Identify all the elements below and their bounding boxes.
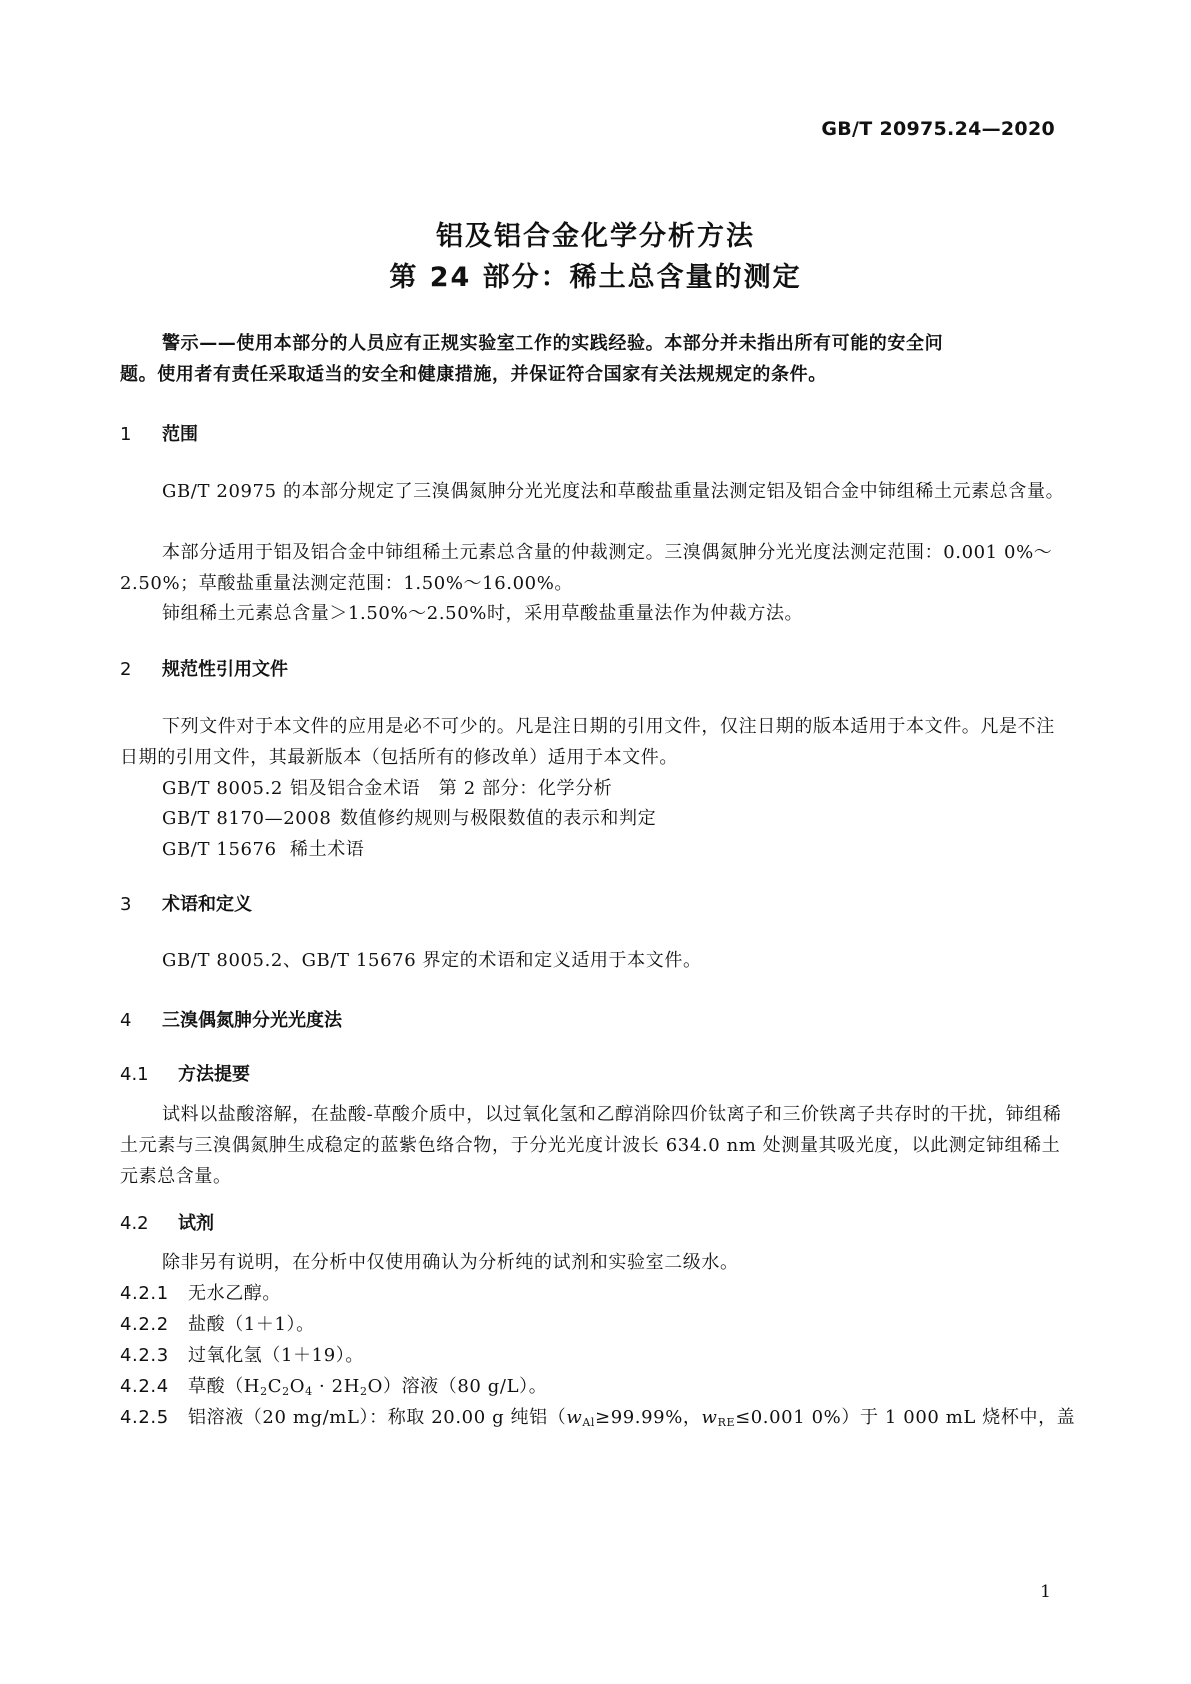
paragraph: 除非另有说明，在分析中仅使用确认为分析纯的试剂和实验室二级水。 <box>162 1252 739 1273</box>
section-4-2-heading <box>120 1209 214 1235</box>
paragraph: GB/T 8005.2、GB/T 15676 界定的术语和定义适用于本文件。 <box>162 950 702 971</box>
section-4-heading <box>120 1006 342 1032</box>
section-number: 3 <box>120 894 132 915</box>
reference-code: GB/T 8005.2 <box>162 778 283 799</box>
section-1-heading <box>120 420 198 446</box>
section-3-heading <box>120 890 252 916</box>
standard-number: GB/T 20975.24—2020 <box>821 118 1055 140</box>
section-title: 规范性引用文件 <box>162 659 288 680</box>
section-number: 4.1 <box>120 1064 149 1085</box>
section-title: 试剂 <box>178 1213 214 1234</box>
section-number: 2 <box>120 659 132 680</box>
item-number: 4.2.5 <box>120 1407 169 1428</box>
paragraph: 铈组稀土元素总含量＞1.50%～2.50%时，采用草酸盐重量法作为仲裁方法。 <box>162 603 804 624</box>
paragraph: 试料以盐酸溶解，在盐酸-草酸介质中，以过氧化氢和乙醇消除四价钛离子和三价铁离子共存时的干扰，铈组稀土元素与三溴偶氮胂生成稳定的蓝紫色络合物，于分光光度计波长 634.0 nm 处测量其吸光度，以此测定铈组稀土元素总含量。 <box>120 1104 1062 1187</box>
paragraph: 本部分适用于铝及铝合金中铈组稀土元素总含量的仲裁测定。三溴偶氮胂分光光度法测定范围：0.001 0%～2.50%；草酸盐重量法测定范围：1.50%～16.00%。 <box>120 542 1053 594</box>
section-title: 三溴偶氮胂分光光度法 <box>162 1010 342 1031</box>
warning-line2: 题。使用者有责任采取适当的安全和健康措施，并保证符合国家有关法规规定的条件。 <box>120 364 827 385</box>
item-number: 4.2.4 <box>120 1376 169 1397</box>
item-number: 4.2.2 <box>120 1314 169 1335</box>
reagent-item <box>120 1278 1080 1309</box>
reference-title: 铝及铝合金术语 第 2 部分：化学分析 <box>290 778 613 799</box>
section-2-heading <box>120 655 288 681</box>
item-text: 无水乙醇。 <box>188 1283 281 1304</box>
section-title: 术语和定义 <box>162 894 252 915</box>
reference-title: 数值修约规则与极限数值的表示和判定 <box>340 808 657 829</box>
section-number: 4 <box>120 1010 132 1031</box>
document-title-line1: 铝及铝合金化学分析方法 <box>436 221 755 252</box>
reference-title: 稀土术语 <box>290 839 365 860</box>
item-number: 4.2.3 <box>120 1345 169 1366</box>
reagent-item <box>120 1340 1080 1371</box>
paragraph: GB/T 20975 的本部分规定了三溴偶氮胂分光光度法和草酸盐重量法测定铝及铝合金中铈组稀土元素总含量。 <box>162 481 1065 502</box>
warning-line1: 警示——使用本部分的人员应有正规实验室工作的实践经验。本部分并未指出所有可能的安全问 <box>162 333 944 354</box>
item-text: 草酸$(H_2C_2O_4 \cdot 2H_2O)$溶液（80 g/L）。 <box>188 1376 548 1398</box>
reagent-item <box>120 1309 1080 1340</box>
reference-item <box>162 773 612 804</box>
section-title: 范围 <box>162 424 198 445</box>
section-4-1-heading <box>120 1060 250 1086</box>
page-number: 1 <box>1040 1582 1051 1602</box>
section-number: 4.2 <box>120 1213 149 1234</box>
section-number: 1 <box>120 424 132 445</box>
section-title: 方法提要 <box>178 1064 250 1085</box>
paragraph: 下列文件对于本文件的应用是必不可少的。凡是注日期的引用文件，仅注日期的版本适用于本文件。凡是不注日期的引用文件，其最新版本（包括所有的修改单）适用于本文件。 <box>120 716 1055 768</box>
document-title-line2: 第 24 部分：稀土总含量的测定 <box>389 262 802 293</box>
item-number: 4.2.1 <box>120 1283 169 1304</box>
item-text: 盐酸（1＋1）。 <box>188 1314 315 1335</box>
item-text: 过氧化氢（1＋19）。 <box>188 1345 364 1366</box>
item-text: 铝溶液（20 mg/mL）：称取 20.00 g 纯铝（$w_{Al}\ge 99.99\%$，$w_{RE}\le 0.001$ 0%）于 1 000 mL 烧杯中，盖 <box>188 1407 1076 1429</box>
reference-item <box>162 834 364 865</box>
reagent-item <box>120 1402 1080 1438</box>
reference-item <box>162 803 656 834</box>
reference-code: GB/T 8170—2008 <box>162 808 332 829</box>
reference-code: GB/T 15676 <box>162 839 277 860</box>
